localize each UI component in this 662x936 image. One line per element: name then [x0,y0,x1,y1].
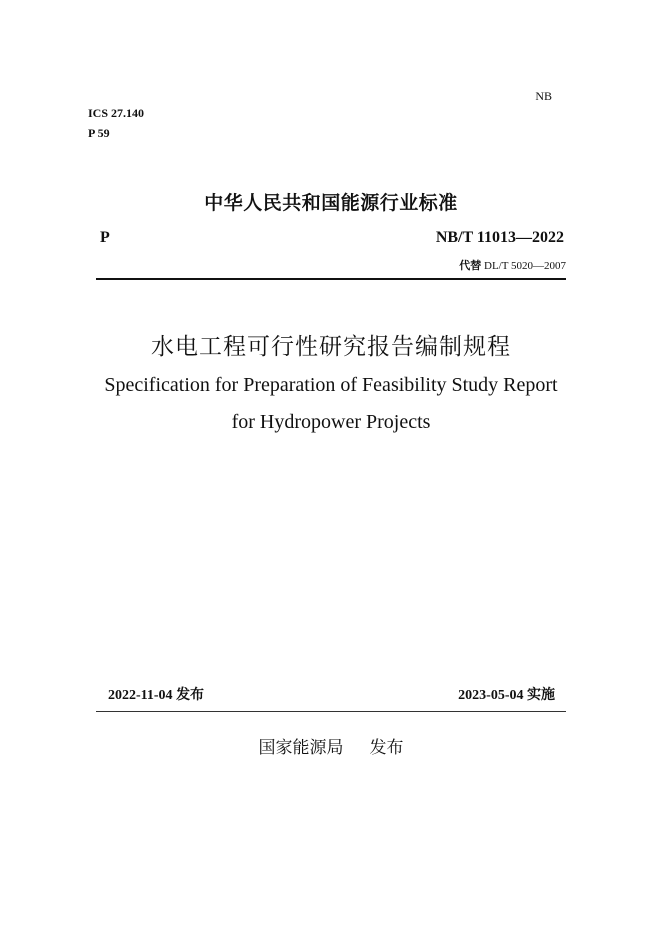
replaces-number: DL/T 5020—2007 [484,260,566,272]
implementation-date-label: 实施 [527,687,555,703]
title-chinese: 水电工程可行性研究报告编制规程 [151,334,511,360]
publisher [0,733,662,758]
implementation-date-value: 2023-05-04 [458,688,524,703]
issue-date-label: 发布 [176,687,205,703]
standard-mark: NB [535,89,552,103]
bottom-divider [96,711,566,712]
top-divider [96,278,566,280]
title-english-line-2: for Hydropower Projects [231,411,431,433]
issue-date [108,684,204,704]
replaces-line [459,257,566,273]
replaces-label: 代替 [459,259,482,272]
classification-code: P 59 [88,126,110,140]
standard-number: NB/T 11013—2022 [435,229,564,246]
publisher-name: 国家能源局 [258,738,344,758]
classification-letter: P [100,229,110,246]
issue-date-value: 2022-11-04 [108,688,173,703]
implementation-date [458,684,555,704]
standard-organization-title: 中华人民共和国能源行业标准 [204,192,458,214]
title-english-line-1: Specification for Preparation of Feasibility Study Report [104,374,558,396]
publisher-action: 发布 [369,738,404,758]
ics-code: ICS 27.140 [88,106,145,120]
